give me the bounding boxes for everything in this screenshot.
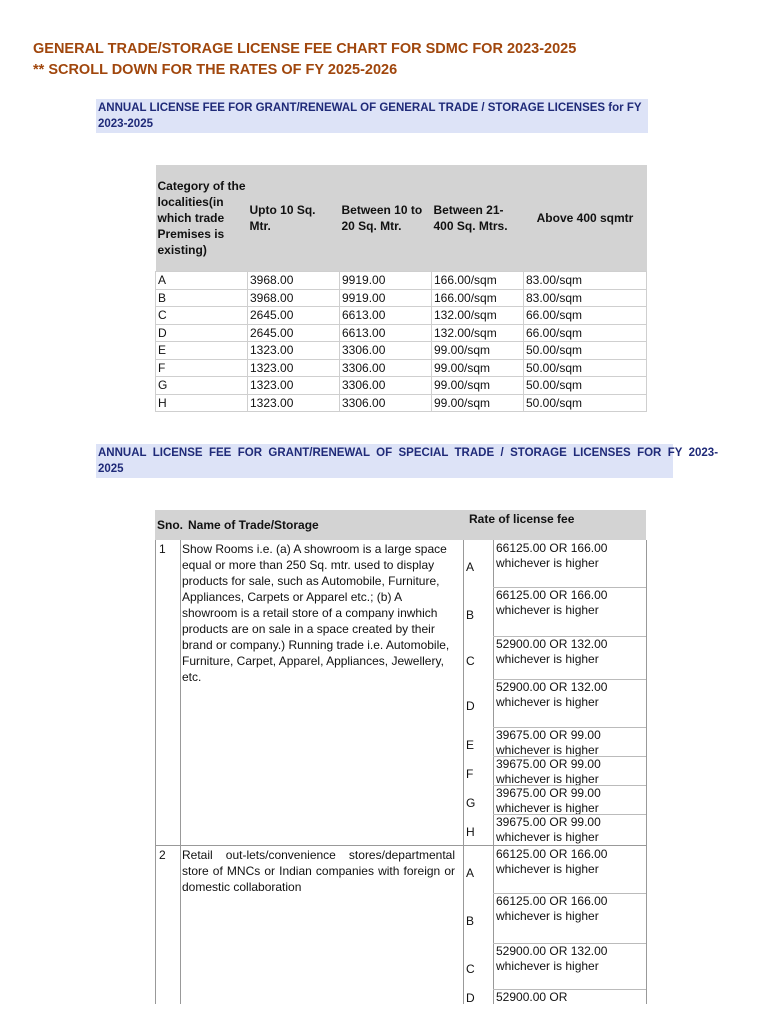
right-border — [646, 540, 647, 1004]
cell-10-to-20: 9919.00 — [340, 272, 432, 290]
cat-divider — [493, 540, 494, 1004]
rate-category: A — [466, 865, 475, 880]
cell-21-to-400: 166.00/sqm — [432, 272, 524, 290]
cell-21-to-400: 132.00/sqm — [432, 307, 524, 325]
rate-fee: 52900.00 OR 132.00 whichever is higher — [496, 944, 608, 973]
rate-fee: 66125.00 OR 166.00 whichever is higher — [496, 541, 608, 570]
cell-10-to-20: 3306.00 — [340, 342, 432, 360]
left-border — [155, 540, 156, 1004]
table-row — [156, 272, 647, 290]
rate-fee: 66125.00 OR 166.00 whichever is higher — [496, 894, 608, 923]
cell-above-400: 66.00/sqm — [524, 307, 647, 325]
rate-category: F — [466, 766, 474, 781]
cell-10-to-20: 9919.00 — [340, 289, 432, 307]
section-heading-special-line1: ANNUAL LICENSE FEE FOR GRANT/RENEWAL OF SPECIAL TRADE / STORAGE LICENSES FOR FY 2023- — [98, 447, 719, 459]
cell-above-400: 66.00/sqm — [524, 324, 647, 342]
cell-10-to-20: 6613.00 — [340, 324, 432, 342]
cell-21-to-400: 99.00/sqm — [432, 359, 524, 377]
cell-21-to-400: 99.00/sqm — [432, 342, 524, 360]
cell-10-to-20: 3306.00 — [340, 377, 432, 395]
cell-category: H — [156, 394, 248, 412]
rate-category: B — [466, 914, 475, 928]
header-sno: Sno. — [157, 518, 183, 532]
table-row — [156, 307, 647, 325]
cell-upto-10: 3968.00 — [248, 272, 340, 290]
rate-category: H — [466, 825, 475, 839]
cell-10-to-20: 6613.00 — [340, 307, 432, 325]
section-heading-general-line1: ANNUAL LICENSE FEE FOR GRANT/RENEWAL OF GENERAL TRADE / STORAGE LICENSES for FY — [98, 102, 642, 114]
rate-fee: 52900.00 OR 132.00 whichever is higher — [496, 680, 608, 709]
cell-upto-10: 1323.00 — [248, 394, 340, 412]
cell-upto-10: 1323.00 — [248, 359, 340, 377]
table-row — [156, 342, 647, 360]
cell-above-400: 50.00/sqm — [524, 394, 647, 412]
rate-fee: 39675.00 OR 99.00 whichever is higher — [496, 786, 601, 815]
header-21-to-400: Between 21-400 Sq. Mtrs. — [432, 165, 524, 272]
entry-trade-name: Retail out-lets/convenience stores/departmental store of MNCs or Indian companies with foreign or domestic collaboration — [182, 848, 455, 894]
rate-fee: 66125.00 OR 166.00 whichever is higher — [496, 847, 608, 876]
table-row — [156, 359, 647, 377]
special-table-header — [155, 510, 646, 540]
entry-sno: 1 — [159, 542, 166, 556]
rate-fee: 52900.00 OR 132.00 whichever is higher — [496, 637, 608, 666]
cell-category: B — [156, 289, 248, 307]
general-fee-table — [155, 165, 647, 412]
cell-upto-10: 1323.00 — [248, 377, 340, 395]
cell-above-400: 83.00/sqm — [524, 272, 647, 290]
entry-divider — [155, 845, 646, 846]
cell-21-to-400: 132.00/sqm — [432, 324, 524, 342]
cell-category: G — [156, 377, 248, 395]
rate-category: C — [466, 962, 475, 976]
cell-21-to-400: 99.00/sqm — [432, 377, 524, 395]
scroll-notice: ** SCROLL DOWN FOR THE RATES OF FY 2025-2026 — [33, 62, 398, 78]
general-table-header-row — [156, 165, 647, 272]
rate-category: A — [466, 559, 475, 574]
cell-upto-10: 2645.00 — [248, 324, 340, 342]
rate-fee: 52900.00 OR — [496, 990, 568, 1004]
rate-category: G — [466, 795, 476, 810]
name-divider — [463, 540, 464, 1004]
header-upto-10: Upto 10 Sq. Mtr. — [248, 165, 340, 272]
section-heading-general-line2: 2023-2025 — [98, 118, 153, 130]
rate-category: D — [466, 991, 475, 1005]
header-10-to-20: Between 10 to 20 Sq. Mtr. — [340, 165, 432, 272]
section-heading-special — [96, 444, 719, 478]
rate-fee: 39675.00 OR 99.00 whichever is higher — [496, 728, 601, 757]
entry-trade-name: Show Rooms i.e. (a) A showroom is a large space equal or more than 250 Sq. mtr. used to display products for sale, such as Automobile, Furniture, Appliances, Carpets or Apparel etc.; (b) A showroom is a retail store of a company inwhich products are on sale in a space created by their brand or company.) Running trade i.e. Automobile, Furniture, Carpet, Apparel, Appliances, Jewellery, etc. — [182, 542, 450, 684]
cell-upto-10: 3968.00 — [248, 289, 340, 307]
section-heading-general — [96, 99, 648, 133]
cell-above-400: 83.00/sqm — [524, 289, 647, 307]
cell-category: F — [156, 359, 248, 377]
cell-21-to-400: 99.00/sqm — [432, 394, 524, 412]
table-row — [156, 394, 647, 412]
rate-category: D — [466, 699, 475, 713]
rate-fee: 39675.00 OR 99.00 whichever is higher — [496, 815, 601, 844]
section-heading-special-line2: 2025 — [98, 463, 124, 475]
entry-sno: 2 — [159, 848, 166, 862]
cell-10-to-20: 3306.00 — [340, 394, 432, 412]
header-above-400: Above 400 sqmtr — [524, 165, 647, 272]
cell-category: C — [156, 307, 248, 325]
cell-category: A — [156, 272, 248, 290]
cell-above-400: 50.00/sqm — [524, 342, 647, 360]
table-row — [156, 289, 647, 307]
cell-upto-10: 2645.00 — [248, 307, 340, 325]
cell-10-to-20: 3306.00 — [340, 359, 432, 377]
cell-category: D — [156, 324, 248, 342]
cell-category: E — [156, 342, 248, 360]
rate-category: B — [466, 607, 475, 622]
table-row — [156, 377, 647, 395]
cell-above-400: 50.00/sqm — [524, 359, 647, 377]
rate-fee: 66125.00 OR 166.00 whichever is higher — [496, 588, 608, 617]
cell-21-to-400: 166.00/sqm — [432, 289, 524, 307]
sno-divider — [180, 540, 181, 1004]
cell-upto-10: 1323.00 — [248, 342, 340, 360]
header-rate: Rate of license fee — [469, 512, 575, 526]
cell-above-400: 50.00/sqm — [524, 377, 647, 395]
rate-category: C — [466, 653, 475, 668]
header-category: Category of the localities(in which trade Premises is existing) — [156, 165, 248, 272]
document-title: GENERAL TRADE/STORAGE LICENSE FEE CHART FOR SDMC FOR 2023-2025 — [33, 41, 577, 57]
header-trade-name: Name of Trade/Storage — [188, 518, 319, 532]
table-row — [156, 324, 647, 342]
rate-fee: 39675.00 OR 99.00 whichever is higher — [496, 757, 601, 786]
rate-category: E — [466, 737, 475, 752]
